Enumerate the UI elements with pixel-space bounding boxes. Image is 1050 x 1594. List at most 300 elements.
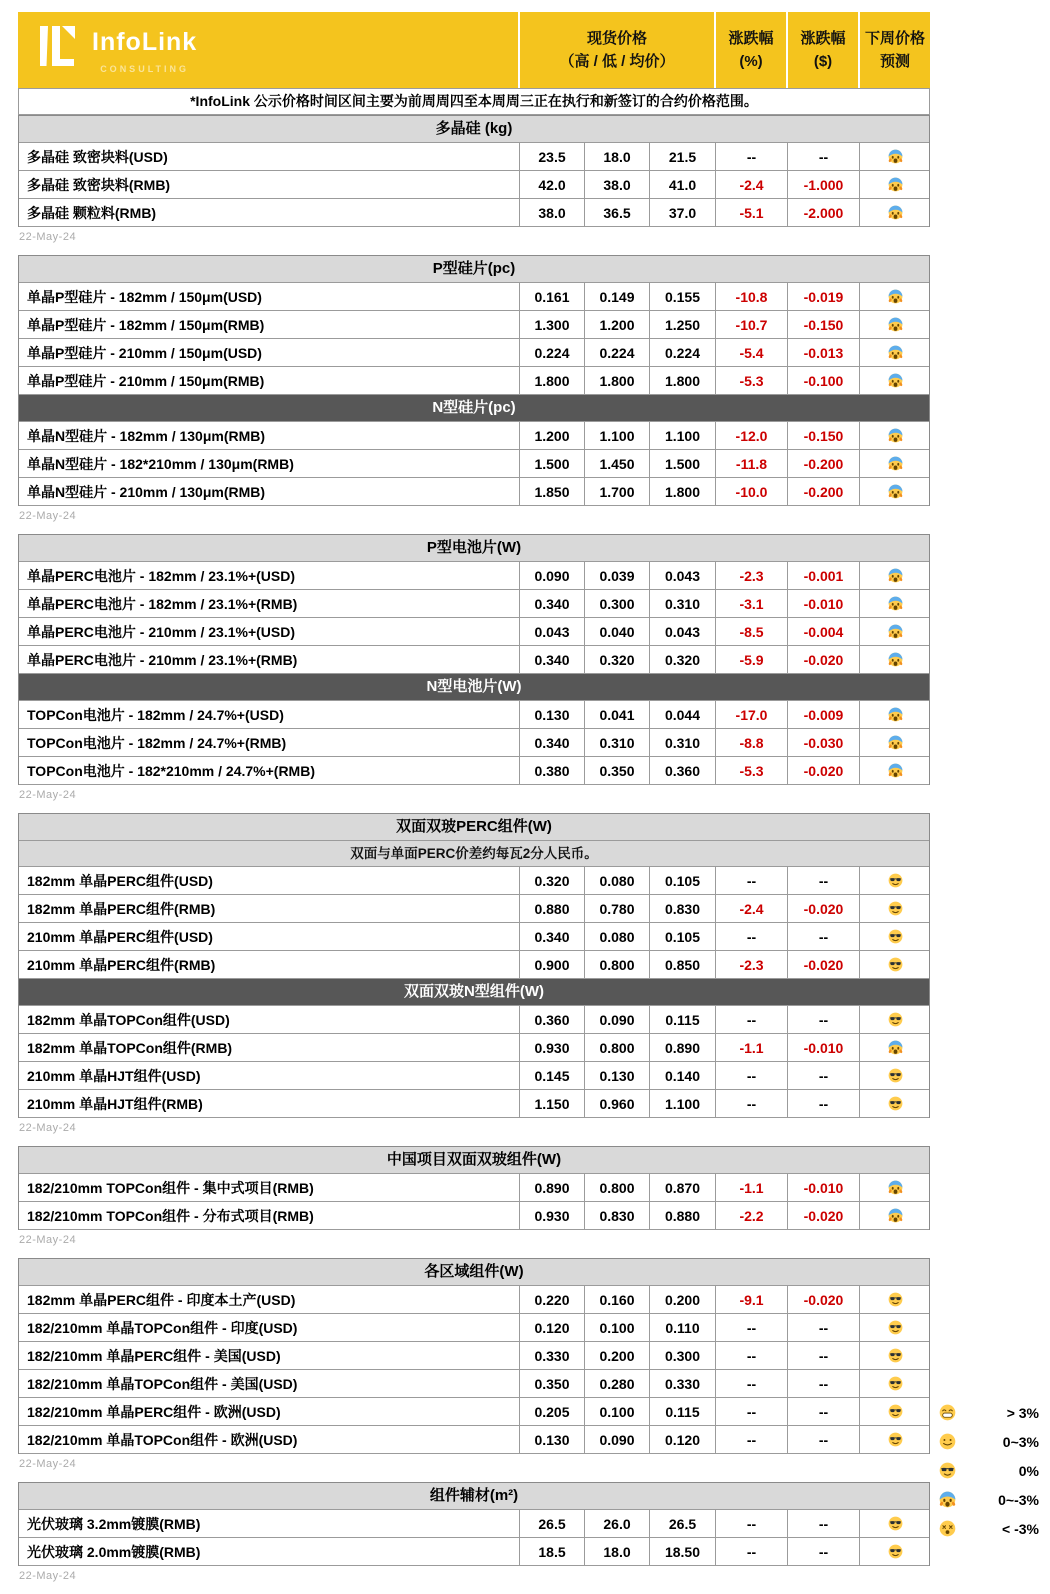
price-avg: 26.5 [649,1510,715,1537]
scream-face-icon [888,1208,903,1223]
price-low: 0.800 [584,1034,649,1061]
change-dollar: -0.010 [787,590,859,617]
price-avg: 0.043 [649,562,715,589]
change-percent: -1.1 [715,1174,787,1201]
forecast-cell [859,1370,931,1397]
price-avg: 37.0 [649,199,715,226]
price-high: 0.340 [519,590,584,617]
price-row [19,422,929,450]
sunglasses-face-icon [888,1012,903,1027]
price-row [19,951,929,979]
change-dollar: -0.020 [787,951,859,978]
change-percent: -2.2 [715,1202,787,1229]
section-date: 22-May-24 [19,1458,77,1470]
price-avg: 1.500 [649,450,715,477]
sunglasses-face-icon [888,873,903,888]
legend-label: 0~3% [1002,1433,1039,1450]
price-row [19,1370,929,1398]
change-dollar: -0.200 [787,450,859,477]
price-high: 1.300 [519,311,584,338]
sunglasses-face-icon [888,957,903,972]
price-low: 0.960 [584,1090,649,1117]
price-avg: 0.200 [649,1286,715,1313]
forecast-cell [859,867,931,894]
change-percent: -- [715,143,787,170]
section-date: 22-May-24 [19,231,77,243]
section-title: 双面双玻N型组件(W) [19,979,929,1006]
change-percent: -- [715,867,787,894]
legend-label: 0% [1018,1462,1039,1479]
price-avg: 0.300 [649,1342,715,1369]
scream-face-icon [888,735,903,750]
change-percent: -9.1 [715,1286,787,1313]
change-dollar: -0.004 [787,618,859,645]
price-row [19,757,929,785]
change-percent: -11.8 [715,450,787,477]
price-high: 0.380 [519,757,584,784]
price-row [19,199,929,227]
forecast-cell [859,729,931,756]
price-avg: 0.310 [649,590,715,617]
forecast-cell [859,562,931,589]
legend-item [931,1427,1045,1456]
change-percent: -8.8 [715,729,787,756]
price-high: 0.161 [519,283,584,310]
forecast-cell [859,590,931,617]
change-dollar: -- [787,1426,859,1453]
price-high: 0.224 [519,339,584,366]
change-percent: -- [715,1370,787,1397]
product-name: 单晶PERC电池片 - 210mm / 23.1%+(RMB) [27,651,298,668]
section-title: P型硅片(pc) [19,256,929,283]
section-date: 22-May-24 [19,789,77,801]
price-high: 42.0 [519,171,584,198]
section-date: 22-May-24 [19,510,77,522]
product-name: TOPCon电池片 - 182mm / 24.7%+(USD) [27,706,284,723]
infolink-logo-icon [34,21,80,78]
price-high: 1.200 [519,422,584,449]
price-low: 1.100 [584,422,649,449]
price-row [19,895,929,923]
price-high: 26.5 [519,1510,584,1537]
price-low: 1.200 [584,311,649,338]
forecast-cell [859,1034,931,1061]
price-low: 0.100 [584,1398,649,1425]
price-avg: 0.120 [649,1426,715,1453]
scream-face-icon [888,345,903,360]
change-percent: -5.4 [715,339,787,366]
scream-face-icon [888,707,903,722]
price-row [19,729,929,757]
product-name: 多晶硅 致密块料(RMB) [27,176,171,193]
section-group [18,255,930,506]
section-date: 22-May-24 [19,1570,77,1582]
price-avg: 21.5 [649,143,715,170]
scream-face-icon [888,177,903,192]
section-title: 中国项目双面双玻组件(W) [19,1147,929,1174]
change-percent: -- [715,1426,787,1453]
price-row [19,143,929,171]
price-high: 0.145 [519,1062,584,1089]
change-percent: -10.8 [715,283,787,310]
table-header-row [18,12,930,88]
sunglasses-face-icon [888,901,903,916]
price-high: 0.340 [519,646,584,673]
price-row [19,590,929,618]
change-dollar: -0.013 [787,339,859,366]
change-dollar: -- [787,1398,859,1425]
price-low: 0.310 [584,729,649,756]
sunglasses-face-icon [888,1096,903,1111]
forecast-cell [859,171,931,198]
price-low: 0.090 [584,1006,649,1033]
price-avg: 0.360 [649,757,715,784]
section-subtitle: 双面与单面PERC价差约每瓦2分人民币。 [19,841,929,867]
change-percent: -12.0 [715,422,787,449]
change-dollar: -0.001 [787,562,859,589]
forecast-cell [859,1006,931,1033]
scream-face-icon [888,652,903,667]
change-dollar: -0.020 [787,646,859,673]
section-title: 多晶硅 (kg) [19,116,929,143]
forecast-legend [931,1398,1045,1543]
change-dollar: -0.020 [787,1202,859,1229]
price-avg: 1.100 [649,422,715,449]
sunglasses-face-icon [939,1462,956,1479]
product-name: 182/210mm TOPCon组件 - 集中式项目(RMB) [27,1179,314,1196]
change-percent: -- [715,1510,787,1537]
price-avg: 1.250 [649,311,715,338]
section-group [18,1258,930,1454]
sunglasses-face-icon [888,1516,903,1531]
product-name: 单晶N型硅片 - 182mm / 130μm(RMB) [27,427,266,444]
scream-face-icon [888,428,903,443]
forecast-cell [859,1538,931,1565]
forecast-cell [859,339,931,366]
product-name: 单晶PERC电池片 - 182mm / 23.1%+(RMB) [27,595,298,612]
price-avg: 0.880 [649,1202,715,1229]
price-low: 0.080 [584,867,649,894]
forecast-cell [859,701,931,728]
change-dollar: -- [787,1510,859,1537]
change-percent: -17.0 [715,701,787,728]
change-dollar: -- [787,1314,859,1341]
price-low: 0.830 [584,1202,649,1229]
column-header-change-percent: 涨跌幅 (%) [714,12,786,88]
price-high: 0.043 [519,618,584,645]
change-dollar: -0.150 [787,311,859,338]
change-dollar: -0.020 [787,895,859,922]
price-high: 0.130 [519,1426,584,1453]
price-high: 0.900 [519,951,584,978]
price-avg: 0.224 [649,339,715,366]
product-name: TOPCon电池片 - 182mm / 24.7%+(RMB) [27,734,287,751]
change-dollar: -0.020 [787,1286,859,1313]
dizzy-face-icon [939,1520,956,1537]
forecast-cell [859,1426,931,1453]
change-percent: -5.3 [715,757,787,784]
price-high: 0.205 [519,1398,584,1425]
change-dollar: -- [787,1370,859,1397]
change-percent: -- [715,1006,787,1033]
change-dollar: -1.000 [787,171,859,198]
sunglasses-face-icon [888,929,903,944]
price-high: 0.890 [519,1174,584,1201]
change-percent: -- [715,1090,787,1117]
forecast-cell [859,951,931,978]
price-row [19,171,929,199]
forecast-cell [859,618,931,645]
forecast-cell [859,757,931,784]
product-name: 多晶硅 颗粒料(RMB) [27,204,157,221]
price-avg: 41.0 [649,171,715,198]
section-group [18,534,930,785]
price-low: 0.039 [584,562,649,589]
product-name: 多晶硅 致密块料(USD) [27,148,168,165]
change-dollar: -- [787,1062,859,1089]
sunglasses-face-icon [888,1068,903,1083]
change-dollar: -- [787,867,859,894]
change-dollar: -0.100 [787,367,859,394]
price-high: 0.330 [519,1342,584,1369]
legend-label: > 3% [1006,1404,1039,1421]
change-percent: -2.4 [715,171,787,198]
change-dollar: -0.030 [787,729,859,756]
price-high: 0.340 [519,923,584,950]
product-name: TOPCon电池片 - 182*210mm / 24.7%+(RMB) [27,762,315,779]
price-low: 0.280 [584,1370,649,1397]
price-high: 0.130 [519,701,584,728]
price-high: 0.120 [519,1314,584,1341]
price-avg: 0.155 [649,283,715,310]
price-row [19,1174,929,1202]
price-avg: 18.50 [649,1538,715,1565]
price-low: 0.350 [584,757,649,784]
change-dollar: -- [787,1538,859,1565]
price-high: 1.150 [519,1090,584,1117]
price-high: 18.5 [519,1538,584,1565]
price-row [19,1538,929,1566]
price-avg: 0.115 [649,1006,715,1033]
legend-label: 0~-3% [998,1491,1039,1508]
change-dollar: -0.020 [787,757,859,784]
scream-face-icon [888,1180,903,1195]
column-header-spot-price: 现货价格 （高 / 低 / 均价） [518,12,714,88]
price-high: 38.0 [519,199,584,226]
price-row [19,1090,929,1118]
forecast-cell [859,1510,931,1537]
price-high: 0.340 [519,729,584,756]
price-avg: 0.044 [649,701,715,728]
price-low: 0.300 [584,590,649,617]
change-percent: -- [715,1062,787,1089]
section-date: 22-May-24 [19,1122,77,1134]
sunglasses-face-icon [888,1404,903,1419]
price-row [19,562,929,590]
product-name: 182mm 单晶TOPCon组件(USD) [27,1011,230,1028]
price-high: 0.350 [519,1370,584,1397]
price-high: 0.320 [519,867,584,894]
section-title: N型硅片(pc) [19,395,929,422]
column-header-next-week-forecast: 下周价格 预测 [858,12,930,88]
change-percent: -8.5 [715,618,787,645]
product-name: 182/210mm 单晶PERC组件 - 欧洲(USD) [27,1403,281,1420]
brand-subtitle: CONSULTING [100,63,190,74]
price-low: 0.200 [584,1342,649,1369]
product-name: 182mm 单晶TOPCon组件(RMB) [27,1039,233,1056]
scream-face-icon [888,373,903,388]
price-high: 1.850 [519,478,584,505]
product-name: 182/210mm 单晶TOPCon组件 - 欧洲(USD) [27,1431,298,1448]
forecast-cell [859,646,931,673]
legend-item [931,1456,1045,1485]
forecast-cell [859,923,931,950]
price-row [19,311,929,339]
price-low: 0.320 [584,646,649,673]
brand-name: InfoLink [92,28,198,57]
price-low: 0.130 [584,1062,649,1089]
price-avg: 0.830 [649,895,715,922]
section-title: 组件辅材(m²) [19,1483,929,1510]
price-low: 0.149 [584,283,649,310]
product-name: 单晶N型硅片 - 210mm / 130μm(RMB) [27,483,266,500]
price-row [19,1342,929,1370]
scream-face-icon [888,205,903,220]
price-avg: 0.105 [649,867,715,894]
change-percent: -2.3 [715,951,787,978]
change-dollar: -- [787,1342,859,1369]
price-row [19,1426,929,1454]
price-row [19,618,929,646]
product-name: 182/210mm 单晶TOPCon组件 - 印度(USD) [27,1319,298,1336]
price-row [19,283,929,311]
price-low: 1.700 [584,478,649,505]
change-percent: -10.7 [715,311,787,338]
product-name: 单晶P型硅片 - 210mm / 150μm(RMB) [27,372,265,389]
price-low: 0.090 [584,1426,649,1453]
product-name: 210mm 单晶PERC组件(RMB) [27,956,216,973]
price-row [19,1034,929,1062]
change-percent: -10.0 [715,478,787,505]
price-row [19,1286,929,1314]
forecast-cell [859,450,931,477]
price-low: 18.0 [584,143,649,170]
scream-face-icon [888,763,903,778]
price-high: 0.220 [519,1286,584,1313]
price-row [19,1006,929,1034]
price-low: 1.800 [584,367,649,394]
section-title: N型电池片(W) [19,674,929,701]
price-row [19,1202,929,1230]
scream-face-icon [888,1040,903,1055]
price-low: 0.800 [584,1174,649,1201]
price-row [19,867,929,895]
price-low: 38.0 [584,171,649,198]
product-name: 182mm 单晶PERC组件(RMB) [27,900,216,917]
price-low: 26.0 [584,1510,649,1537]
section-title: P型电池片(W) [19,535,929,562]
price-avg: 0.105 [649,923,715,950]
price-row [19,1314,929,1342]
price-low: 0.800 [584,951,649,978]
price-row [19,450,929,478]
section-group [18,1146,930,1230]
price-table [18,12,930,1594]
section-group [18,115,930,227]
change-dollar: -0.019 [787,283,859,310]
product-name: 210mm 单晶HJT组件(USD) [27,1067,201,1084]
forecast-cell [859,1202,931,1229]
product-name: 单晶PERC电池片 - 182mm / 23.1%+(USD) [27,567,296,584]
forecast-cell [859,1286,931,1313]
price-low: 0.780 [584,895,649,922]
price-row [19,646,929,674]
change-percent: -5.3 [715,367,787,394]
price-avg: 0.330 [649,1370,715,1397]
section-date: 22-May-24 [19,1234,77,1246]
section-group [18,1482,930,1566]
price-avg: 1.800 [649,367,715,394]
change-dollar: -0.010 [787,1174,859,1201]
change-percent: -- [715,1342,787,1369]
price-row [19,339,929,367]
price-low: 0.100 [584,1314,649,1341]
change-dollar: -0.150 [787,422,859,449]
scream-face-icon [888,456,903,471]
product-name: 182/210mm TOPCon组件 - 分布式项目(RMB) [27,1207,314,1224]
forecast-cell [859,422,931,449]
sunglasses-face-icon [888,1376,903,1391]
sunglasses-face-icon [888,1348,903,1363]
scream-face-icon [888,624,903,639]
change-dollar: -2.000 [787,199,859,226]
price-low: 1.450 [584,450,649,477]
legend-item [931,1514,1045,1543]
smiling-face-icon [939,1433,956,1450]
scream-face-icon [939,1491,956,1508]
price-row [19,1510,929,1538]
grinning-face-icon [939,1404,956,1421]
infolink-logo [18,12,518,88]
change-dollar: -- [787,1006,859,1033]
forecast-cell [859,311,931,338]
scream-face-icon [888,484,903,499]
sunglasses-face-icon [888,1432,903,1447]
forecast-cell [859,199,931,226]
scream-face-icon [888,149,903,164]
price-high: 0.930 [519,1034,584,1061]
product-name: 182mm 单晶PERC组件 - 印度本土产(USD) [27,1291,296,1308]
price-row [19,1398,929,1426]
legend-item [931,1398,1045,1427]
section-title: 双面双玻PERC组件(W) [19,814,929,841]
change-dollar: -- [787,1090,859,1117]
price-avg: 0.140 [649,1062,715,1089]
forecast-cell [859,1174,931,1201]
change-percent: -5.1 [715,199,787,226]
price-low: 36.5 [584,199,649,226]
change-dollar: -- [787,923,859,950]
product-name: 210mm 单晶HJT组件(RMB) [27,1095,203,1112]
change-percent: -3.1 [715,590,787,617]
forecast-cell [859,478,931,505]
price-low: 0.041 [584,701,649,728]
section-groups [18,115,930,1584]
change-dollar: -- [787,143,859,170]
price-avg: 0.110 [649,1314,715,1341]
forecast-cell [859,367,931,394]
change-percent: -- [715,1398,787,1425]
